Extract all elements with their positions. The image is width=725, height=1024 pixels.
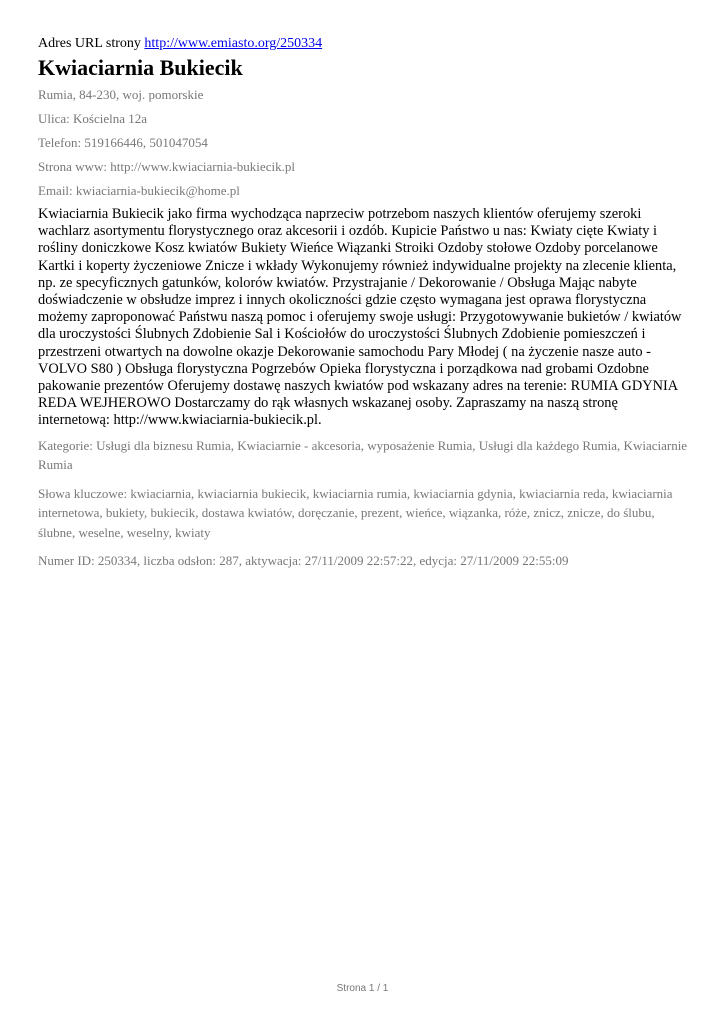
keywords-text: Słowa kluczowe: kwiaciarnia, kwiaciarnia bukiecik, kwiaciarnia rumia, kwiaciarnia gdynia, kwiaciarnia reda, kwiaciarnia internetowa, bukiety, bukiecik, dostawa kwiatów, doręczanie, prezent, wieńce, wiązanka, róże, znicz, znicze, do ślubu, ślubne, weselne, weselny, kwiaty [38,485,673,540]
page-title: Kwiaciarnia Bukiecik [38,55,243,80]
document-page [38,34,688,580]
location-text: Rumia, 84-230, woj. pomorskie [38,87,204,102]
email-text: Email: kwiaciarnia-bukiecik@home.pl [38,183,240,198]
phone-text: Telefon: 519166446, 501047054 [38,135,208,150]
record-info-text: Numer ID: 250334, liczba odsłon: 287, aktywacja: 27/11/2009 22:57:22, edycja: 27/11/2009 22:55:09 [38,553,569,569]
url-line [38,34,688,54]
website-text: Strona www: http://www.kwiaciarnia-bukiecik.pl [38,159,295,174]
page-url-link[interactable]: http://www.emiasto.org/250334 [144,36,323,51]
street-text: Ulica: Kościelna 12a [38,111,148,126]
description-text: Kwiaciarnia Bukiecik jako firma wychodząca naprzeciw potrzebom naszych klientów oferujemy szeroki wachlarz asortymentu florystycznego oraz akcesorii i ozdób. Kupicie Państwo u nas: Kwiaty cięte Kwiaty i rośliny doniczkowe Kosz kwiatów Bukiety Wieńce Wiązanki Stroiki Ozdoby stołowe Ozdoby porcelanowe Kartki i koperty życzeniowe Znicze i wkłady Wykonujemy również indywidualne projekty na zlecenie klienta, np. ze specyficznych gatunków, kolorów kwiatów. Przystrajanie / Dekorowanie / Obsługa Mając nabyte doświadczenie w obsłudze imprez i innych okoliczności gdzie często wymagana jest oprawa florystyczna możemy zaproponować Państwu naszą pomoc i oferujemy swoje usługi: Przygotowywanie bukietów / kwiatów dla uroczystości Ślubnych Zdobienie Sal i Kościołów do uroczystości Ślubnych Zdobienie pomieszczeń i przestrzeni otwartych na dowolne okazje Dekorowanie samochodu Pary Młodej ( na życzenie nasze auto - VOLVO S80 ) Obsługa florystyczna Pogrzebów Opieka florystyczna i porządkowa nad grobami Ozdobne pakowanie prezentów Oferujemy dostawę naszych kwiatów pod wskazany adres na terenie: RUMIA GDYNIA REDA WEJHEROWO Dostarczamy do rąk własnych wskazanej osoby. Zapraszamy na naszą stronę internetową: http://www.kwiaciarnia-bukiecik.pl. [38,206,682,429]
categories-text: Kategorie: Usługi dla biznesu Rumia, Kwiaciarnie - akcesoria, wyposażenie Rumia, Usługi dla każdego Rumia, Kwiaciarnie Rumia [38,437,688,473]
url-label: Adres URL strony [38,36,141,51]
page-number: Strona 1 / 1 [336,983,389,994]
